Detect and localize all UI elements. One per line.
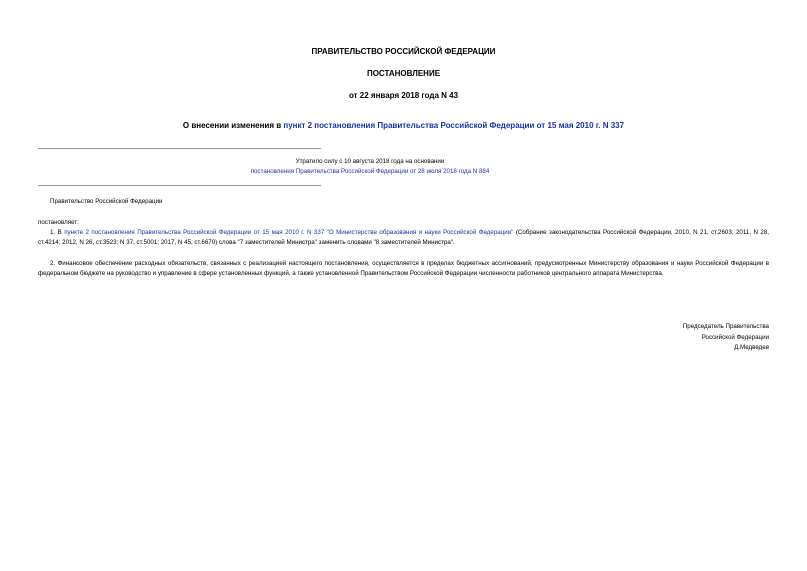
divider-bottom: [38, 185, 321, 186]
signature-country: Российской Федерации: [701, 333, 769, 341]
p1-rest: (Собрание законодательства Российской Федерации, 2010, N 21, ст.2603; 2011, N 28, ст.4214; 2012, N 26, ст.3523; N 37, ст.5001; 2017, N 45, ст.6670) слова "7 заместителей Министра" заменить словами "8 заместителей Министра".: [38, 229, 769, 246]
decides-line: постановляет:: [38, 219, 79, 226]
signature-block: [569, 322, 769, 354]
paragraph-2: 2. Финансовое обеспечение расходных обязательств, связанных с реализацией настоящего постановления, осуществляется в пределах бюджетных ассигнований, предусмотренных Министерству образования и науки Российской Федерации в федеральном бюджете на руководство и управление в сфере установленных функций, а также установленной Правительством Российской Федерации численности работников центрального аппарата Министерства.: [38, 260, 769, 277]
document-type-heading: ПОСТАНОВЛЕНИЕ: [366, 69, 441, 78]
repeal-notice: [120, 157, 620, 177]
divider-top: [38, 148, 321, 149]
issuer-line: Правительство Российской Федерации: [50, 198, 163, 205]
p1-link[interactable]: пункте 2 постановления Правительства Российской Федерации от 15 мая 2010 г. N 337 "О Министерстве образования и науки Российской Федерации": [64, 229, 514, 236]
p1-prefix: 1. В: [50, 229, 65, 236]
document-date-number: от 22 января 2018 года N 43: [348, 91, 459, 100]
repeal-notice-text: Утратило силу с 10 августа 2018 года на основании: [295, 158, 445, 165]
paragraph-1: [38, 228, 769, 248]
document-title: [0, 121, 807, 130]
title-prefix: О внесении изменения в: [182, 121, 284, 130]
repeal-notice-link[interactable]: постановления Правительства Российской Федерации от 28 июля 2018 года N 884: [250, 168, 490, 175]
government-heading: ПРАВИТЕЛЬСТВО РОССИЙСКОЙ ФЕДЕРАЦИИ: [311, 47, 496, 56]
signature-title: Председатель Правительства: [682, 323, 769, 330]
signature-name: Д.Медведев: [734, 344, 769, 351]
title-link[interactable]: пункт 2 постановления Правительства Российской Федерации от 15 мая 2010 г. N 337: [283, 121, 625, 130]
